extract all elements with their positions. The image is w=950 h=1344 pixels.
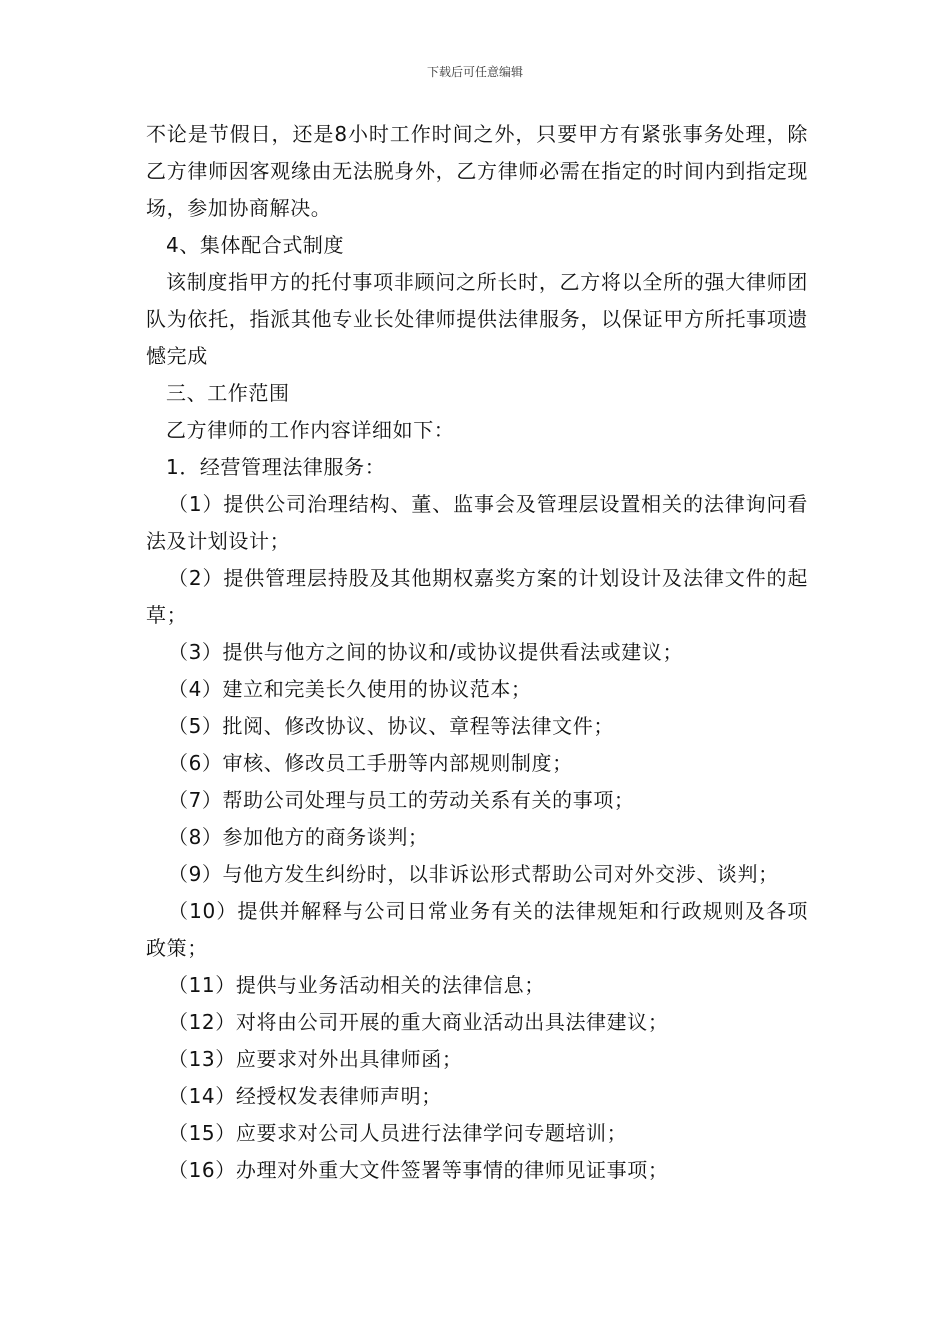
paragraph-emergency-response: 不论是节假日，还是8小时工作时间之外，只要甲方有紧张事务处理，除乙方律师因客观缘由无法脱身外，乙方律师必需在指定的时间内到指定现场，参加协商解决。 [146,122,808,220]
list-item: （12）对将由公司开展的重大商业活动出具法律建议； [168,1010,669,1034]
list-item: （11）提供与业务活动相关的法律信息； [168,973,545,997]
paragraph-collective-cooperation: 该制度指甲方的托付事项非顾问之所长时，乙方将以全所的强大律师团队为依托，指派其他专业长处律师提供法律服务，以保证甲方所托事项遗憾完成 [146,270,808,368]
list-item: （16）办理对外重大文件签署等事情的律师见证事项； [168,1158,669,1182]
list-item: （1）提供公司治理结构、董、监事会及管理层设置相关的法律询问看法及计划设计； [146,492,808,553]
list-item: （15）应要求对公司人员进行法律学问专题培训； [168,1121,628,1145]
list-item: （2）提供管理层持股及其他期权嘉奖方案的计划设计及法律文件的起草； [146,566,808,627]
list-item: （3）提供与他方之间的协议和/或协议提供看法或建议； [168,640,684,664]
section-heading-collective-cooperation: 4、集体配合式制度 [166,233,345,257]
page-header-note: 下载后可任意编辑 [426,65,523,79]
document-body [146,116,808,1189]
list-item: （14）经授权发表律师声明； [168,1084,442,1108]
list-item: （5）批阅、修改协议、协议、章程等法律文件； [168,714,614,738]
list-item: （9）与他方发生纠纷时，以非诉讼形式帮助公司对外交涉、谈判； [168,862,779,886]
list-item: （10）提供并解释与公司日常业务有关的法律规矩和行政规则及各项政策； [146,899,808,960]
list-item: （4）建立和完美长久使用的协议范本； [168,677,532,701]
list-item: （8）参加他方的商务谈判； [168,825,429,849]
paragraph-work-content-intro: 乙方律师的工作内容详细如下： [166,418,455,442]
section-heading-work-scope: 三、工作范围 [166,381,290,405]
list-item: （13）应要求对外出具律师函； [168,1047,463,1071]
list-item: （6）审核、修改员工手册等内部规则制度； [168,751,573,775]
list-item: （7）帮助公司处理与员工的劳动关系有关的事项； [168,788,635,812]
subsection-heading-management-services: 1．经营管理法律服务： [166,455,386,479]
